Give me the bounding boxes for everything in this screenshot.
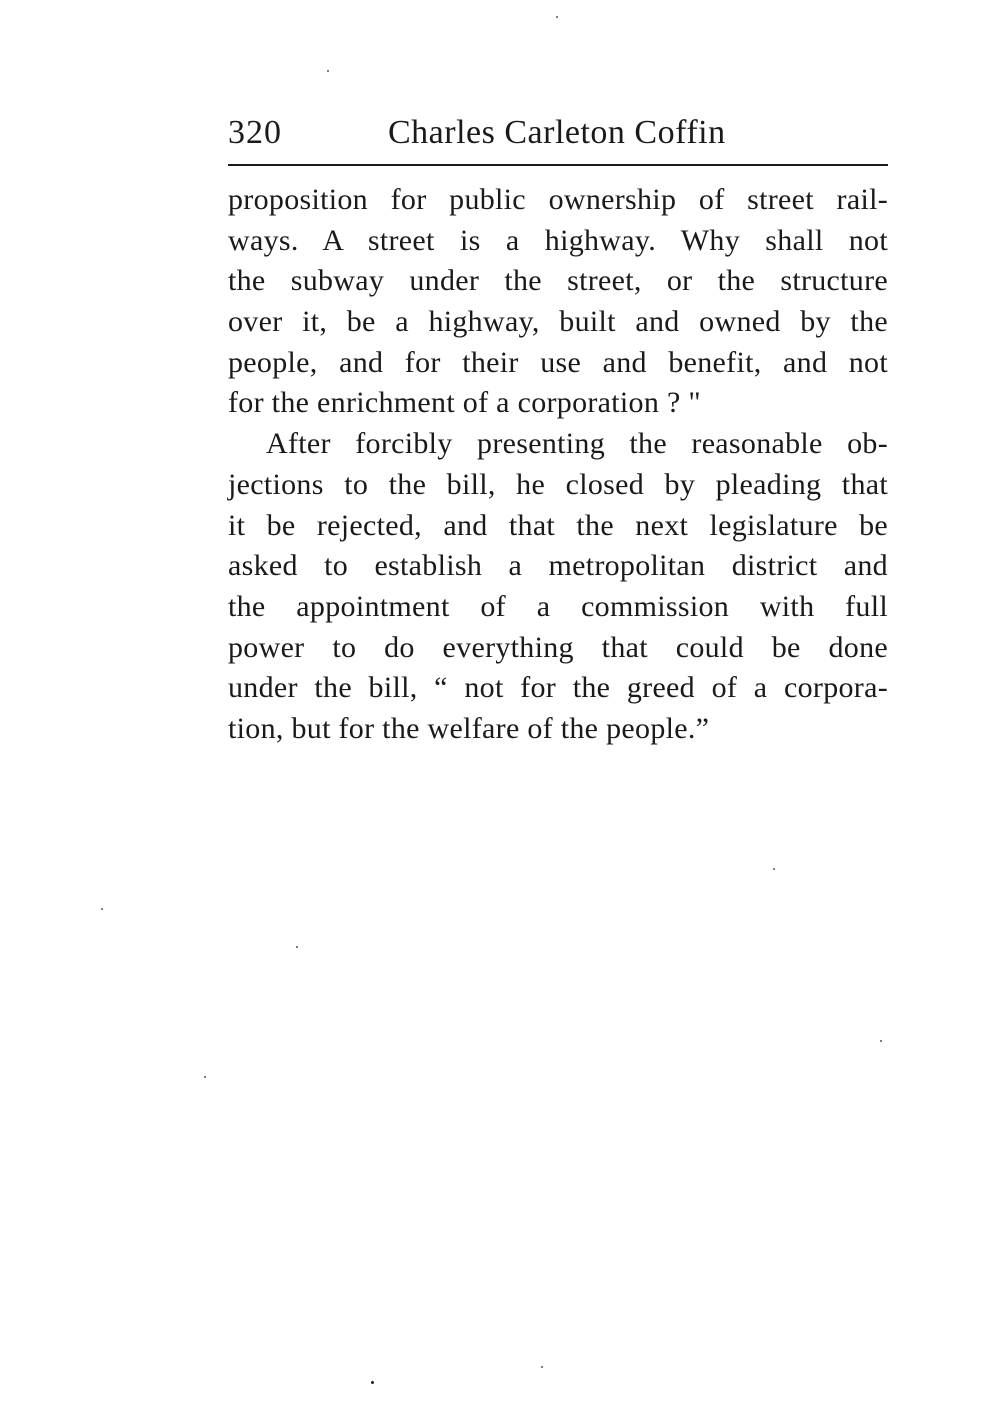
text-line: people, and for their use and benefit, and not xyxy=(228,345,888,379)
scan-speck xyxy=(101,908,103,910)
text-line: for the enrichment of a corporation ? " xyxy=(228,386,701,420)
text-line: tion, but for the welfare of the people.” xyxy=(228,711,710,745)
text-line: under the bill, “ not for the greed of a corpora- xyxy=(228,671,888,705)
scan-speck xyxy=(296,946,298,948)
text-line: proposition for public ownership of street rail- xyxy=(228,183,888,216)
scan-speck xyxy=(541,1366,543,1368)
header-rule xyxy=(228,164,888,166)
scan-speck xyxy=(773,868,775,870)
text-line: jections to the bill, he closed by pleading that xyxy=(228,467,888,501)
page-number: 320 xyxy=(228,114,282,151)
scan-speck xyxy=(204,1076,206,1078)
text-line: the subway under the street, or the structure xyxy=(228,264,888,298)
body-text xyxy=(228,180,888,750)
running-head xyxy=(228,108,888,158)
text-line: asked to establish a metropolitan district and xyxy=(228,549,888,583)
paragraph xyxy=(228,180,888,424)
scan-speck xyxy=(556,16,558,18)
running-title: Charles Carleton Coffin xyxy=(388,114,726,151)
text-line: over it, be a highway, built and owned by the xyxy=(228,305,888,339)
text-line: power to do everything that could be done xyxy=(228,630,888,664)
scan-speck xyxy=(327,70,329,72)
scan-speck xyxy=(880,1040,882,1042)
scan-speck xyxy=(371,1381,374,1384)
text-line: After forcibly presenting the reasonable ob- xyxy=(266,427,888,461)
text-line: it be rejected, and that the next legislature be xyxy=(228,508,888,542)
text-line: the appointment of a commission with full xyxy=(228,589,888,623)
paragraph xyxy=(228,424,888,750)
text-line: ways. A street is a highway. Why shall not xyxy=(228,223,888,257)
